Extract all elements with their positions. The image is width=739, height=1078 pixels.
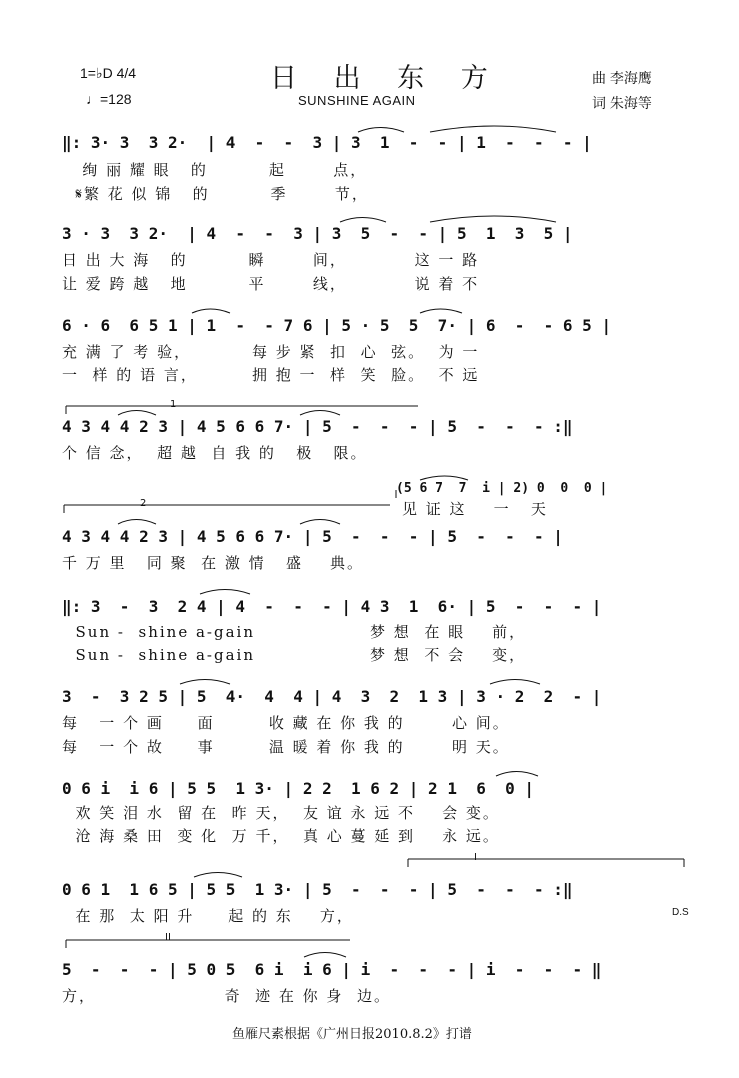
slur bbox=[194, 873, 242, 878]
score-system-10-notes: 5 - - - | 5 0 5 6 i i 6 | i - - - | i - - - ‖ bbox=[62, 960, 602, 979]
score-system-8-notes: 0 6 i i 6 | 5 5 1 3· | 2 2 1 6 2 | 2 1 6 0 | bbox=[62, 779, 535, 798]
score-system-8-lyrics-verse2: 沧 海 桑 田 变 化 万 千， 真 心 蔓 延 到 永 远。 bbox=[62, 827, 500, 845]
volta-2-label: 2 bbox=[140, 498, 147, 509]
slur bbox=[430, 216, 556, 222]
score-system-2-lyrics-verse2: 让 爱 跨 越 地 平 线， 说 着 不 bbox=[62, 275, 480, 293]
slur bbox=[300, 520, 340, 525]
score-system-1-lyrics-verse2: 𝄋繁 花 似 锦 的 季 节， bbox=[62, 185, 369, 203]
slur bbox=[200, 590, 250, 595]
slur bbox=[118, 411, 156, 416]
score-system-7-lyrics-verse2: 每 一 个 故 事 温 暖 着 你 我 的 明 天。 bbox=[62, 738, 510, 756]
song-subtitle: SUNSHINE AGAIN bbox=[298, 93, 416, 108]
score-system-1-notes: ‖: 3· 3 3 2· | 4 - - 3 | 3 1 - - | 1 - - - | bbox=[62, 133, 592, 152]
score-system-8-lyrics-verse1: 欢 笑 泪 水 留 在 昨 天， 友 谊 永 远 不 会 变。 bbox=[62, 804, 500, 822]
slur bbox=[180, 680, 230, 685]
key-signature: 1=♭D 4/4 bbox=[80, 65, 137, 81]
slur bbox=[192, 309, 230, 313]
volta-1-label: 1 bbox=[170, 399, 177, 410]
slur bbox=[420, 476, 468, 480]
score-system-7-notes: 3 - 3 2 5 | 5 4· 4 4 | 4 3 2 1 3 | 3 · 2 2 - | bbox=[62, 687, 602, 706]
slur bbox=[496, 772, 538, 777]
coda-notes: (5 6 7 7 i | 2) 0 0 0 | bbox=[396, 481, 608, 496]
tempo-marking: ♩=128 bbox=[86, 91, 132, 107]
slur bbox=[340, 218, 386, 223]
volta-I-label: I bbox=[474, 852, 477, 863]
score-system-7-lyrics-verse1: 每 一 个 画 面 收 藏 在 你 我 的 心 间。 bbox=[62, 714, 510, 732]
score-system-10-lyrics: 方， 奇 迹 在 你 身 边。 bbox=[62, 987, 391, 1005]
score-system-2-notes: 3 · 3 3 2· | 4 - - 3 | 3 5 - - | 5 1 3 5 | bbox=[62, 224, 573, 243]
score-system-3-notes: 6 · 6 6 5 1 | 1 - - 7 6 | 5 · 5 5 7· | 6 - - 6 5 | bbox=[62, 316, 612, 335]
score-system-6-lyrics-verse2: Sun - shine a-gain 梦 想 不 会 变， bbox=[62, 646, 527, 664]
dal-segno-mark: D.S bbox=[672, 907, 689, 918]
slur bbox=[358, 128, 404, 133]
score-system-3-lyrics-verse2: 一 样 的 语 言， 拥 抱 一 样 笑 脸。 不 远 bbox=[62, 366, 480, 384]
slur bbox=[490, 680, 540, 685]
lyricist-credit: 词 朱海等 bbox=[592, 95, 652, 111]
coda-lyrics: 见 证 这 一 天 bbox=[402, 500, 548, 518]
transcription-credit: 鱼雁尺素根据《广州日报2010.8.2》打谱 bbox=[232, 1027, 472, 1042]
score-system-5-lyrics: 千 万 里 同 聚 在 激 情 盛 典。 bbox=[62, 554, 365, 572]
slur bbox=[304, 953, 346, 958]
score-system-4-lyrics: 个 信 念， 超 越 自 我 的 极 限。 bbox=[62, 444, 368, 462]
slur bbox=[430, 126, 556, 132]
score-system-5-notes: 4 3 4 4 2 3 | 4 5 6 6 7· | 5 - - - | 5 - - - | bbox=[62, 527, 563, 546]
score-system-6-notes: ‖: 3 - 3 2 4 | 4 - - - | 4 3 1 6· | 5 - - - | bbox=[62, 597, 602, 616]
score-system-9-lyrics: 在 那 太 阳 升 起 的 东 方， bbox=[62, 907, 354, 925]
composer-credit: 曲 李海鹰 bbox=[592, 70, 652, 86]
slur bbox=[118, 520, 156, 525]
song-title: 日 出 东 方 bbox=[270, 63, 502, 94]
score-system-9-notes: 0 6 1 1 6 5 | 5 5 1 3· | 5 - - - | 5 - - - :‖ bbox=[62, 880, 573, 899]
score-system-6-lyrics-verse1: Sun - shine a-gain 梦 想 在 眼 前， bbox=[62, 623, 527, 641]
score-system-1-lyrics-verse1: 绚 丽 耀 眼 的 起 点， bbox=[62, 161, 368, 179]
volta-II-label: II bbox=[165, 932, 171, 943]
slur bbox=[420, 309, 462, 313]
score-system-2-lyrics-verse1: 日 出 大 海 的 瞬 间， 这 一 路 bbox=[62, 251, 480, 269]
score-system-4-notes: 4 3 4 4 2 3 | 4 5 6 6 7· | 5 - - - | 5 - - - :‖ bbox=[62, 417, 573, 436]
score-system-3-lyrics-verse1: 充 满 了 考 验， 每 步 紧 扣 心 弦。 为 一 bbox=[62, 343, 480, 361]
slur bbox=[300, 411, 340, 416]
